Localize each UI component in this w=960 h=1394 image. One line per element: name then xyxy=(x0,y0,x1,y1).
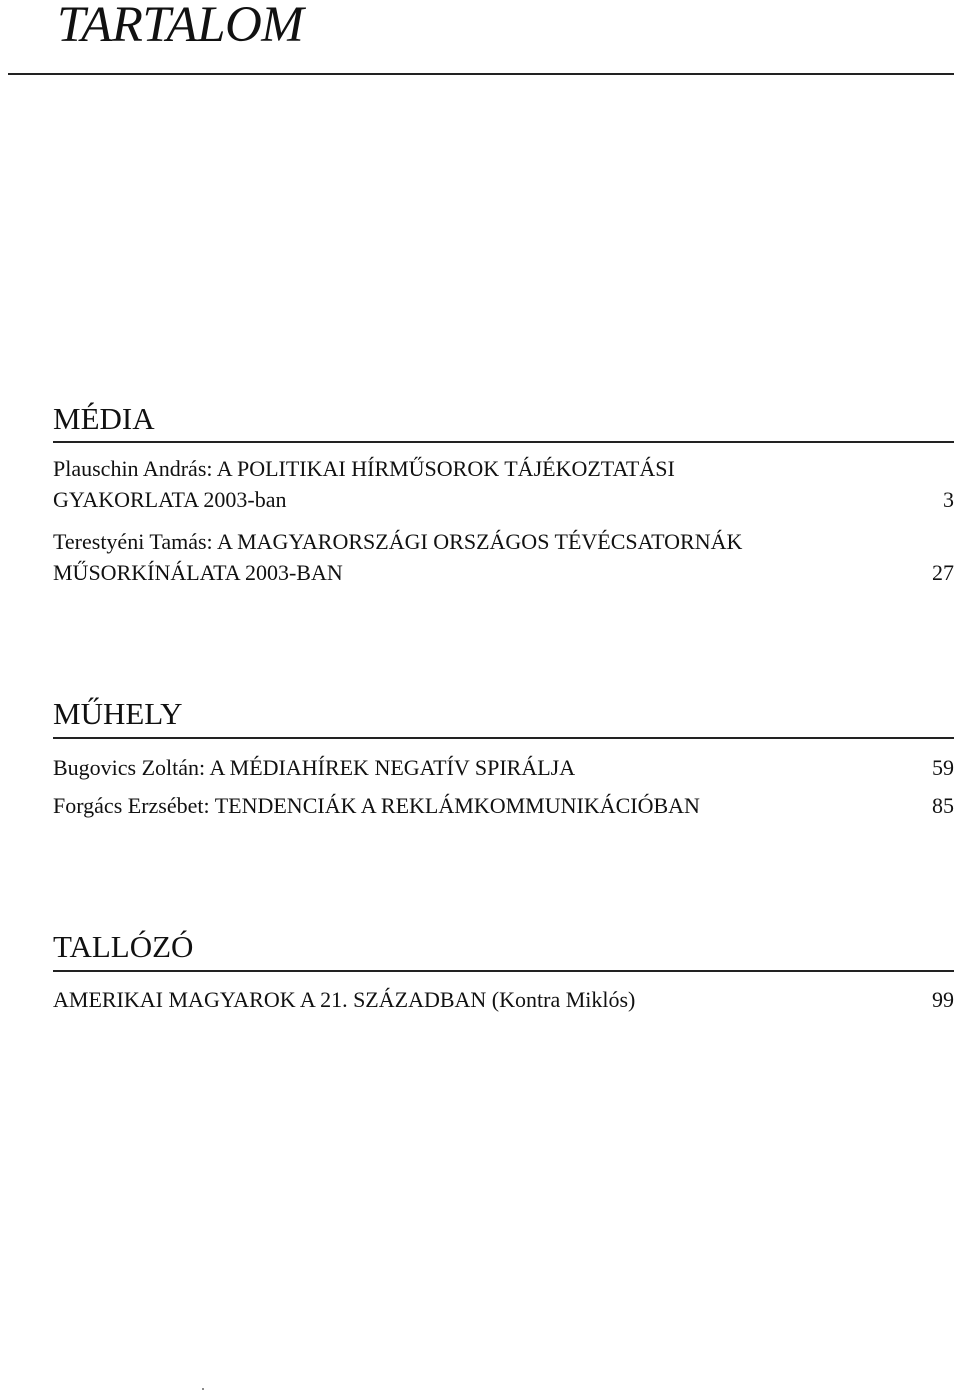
entry-author: Plauschin András: xyxy=(53,456,213,481)
entry-line-2: MŰSORKÍNÁLATA 2003-BAN xyxy=(53,560,343,585)
section-divider xyxy=(53,737,954,739)
toc-entry[interactable] xyxy=(53,790,954,821)
entry-line-1: Terestyéni Tamás: A MAGYARORSZÁGI ORSZÁGOS TÉVÉCSATORNÁK xyxy=(53,529,743,554)
entry-line-1: Plauschin András: A POLITIKAI HÍRMŰSOROK TÁJÉKOZTATÁSI xyxy=(53,456,675,481)
scan-speck xyxy=(202,1388,204,1390)
toc-entry[interactable] xyxy=(53,453,954,515)
entry-page-number: 59 xyxy=(932,755,954,780)
title-divider xyxy=(8,73,954,75)
section-divider xyxy=(53,441,954,443)
entry-title xyxy=(53,790,954,821)
page-title: TARTALOM xyxy=(57,0,304,53)
entry-title xyxy=(53,752,954,783)
section-heading: MÉDIA xyxy=(53,401,155,436)
entry-author: Terestyéni Tamás: xyxy=(53,529,213,554)
toc-entry[interactable] xyxy=(53,984,954,1015)
entry-page-number: 27 xyxy=(932,560,954,585)
section-heading: TALLÓZÓ xyxy=(53,929,194,964)
toc-entry[interactable] xyxy=(53,752,954,783)
entry-author: Forgács Erzsébet: xyxy=(53,793,210,818)
section-heading: MŰHELY xyxy=(53,696,183,731)
entry-title xyxy=(53,984,954,1015)
entry-line-2: GYAKORLATA 2003-ban xyxy=(53,487,287,512)
entry-author: Bugovics Zoltán: xyxy=(53,755,206,780)
entry-title xyxy=(53,453,954,515)
entry-page-number: 3 xyxy=(943,487,954,512)
entry-page-number: 99 xyxy=(932,987,954,1012)
section-divider xyxy=(53,970,954,972)
entry-line-1: Bugovics Zoltán: A MÉDIAHÍREK NEGATÍV SPIRÁLJA xyxy=(53,755,576,780)
entry-title xyxy=(53,526,954,588)
entry-line-1: Forgács Erzsébet: TENDENCIÁK A REKLÁMKOMMUNIKÁCIÓBAN xyxy=(53,793,700,818)
toc-entry[interactable] xyxy=(53,526,954,588)
entry-page-number: 85 xyxy=(932,793,954,818)
entry-line-1: AMERIKAI MAGYAROK A 21. SZÁZADBAN (Kontra Miklós) xyxy=(53,987,636,1012)
